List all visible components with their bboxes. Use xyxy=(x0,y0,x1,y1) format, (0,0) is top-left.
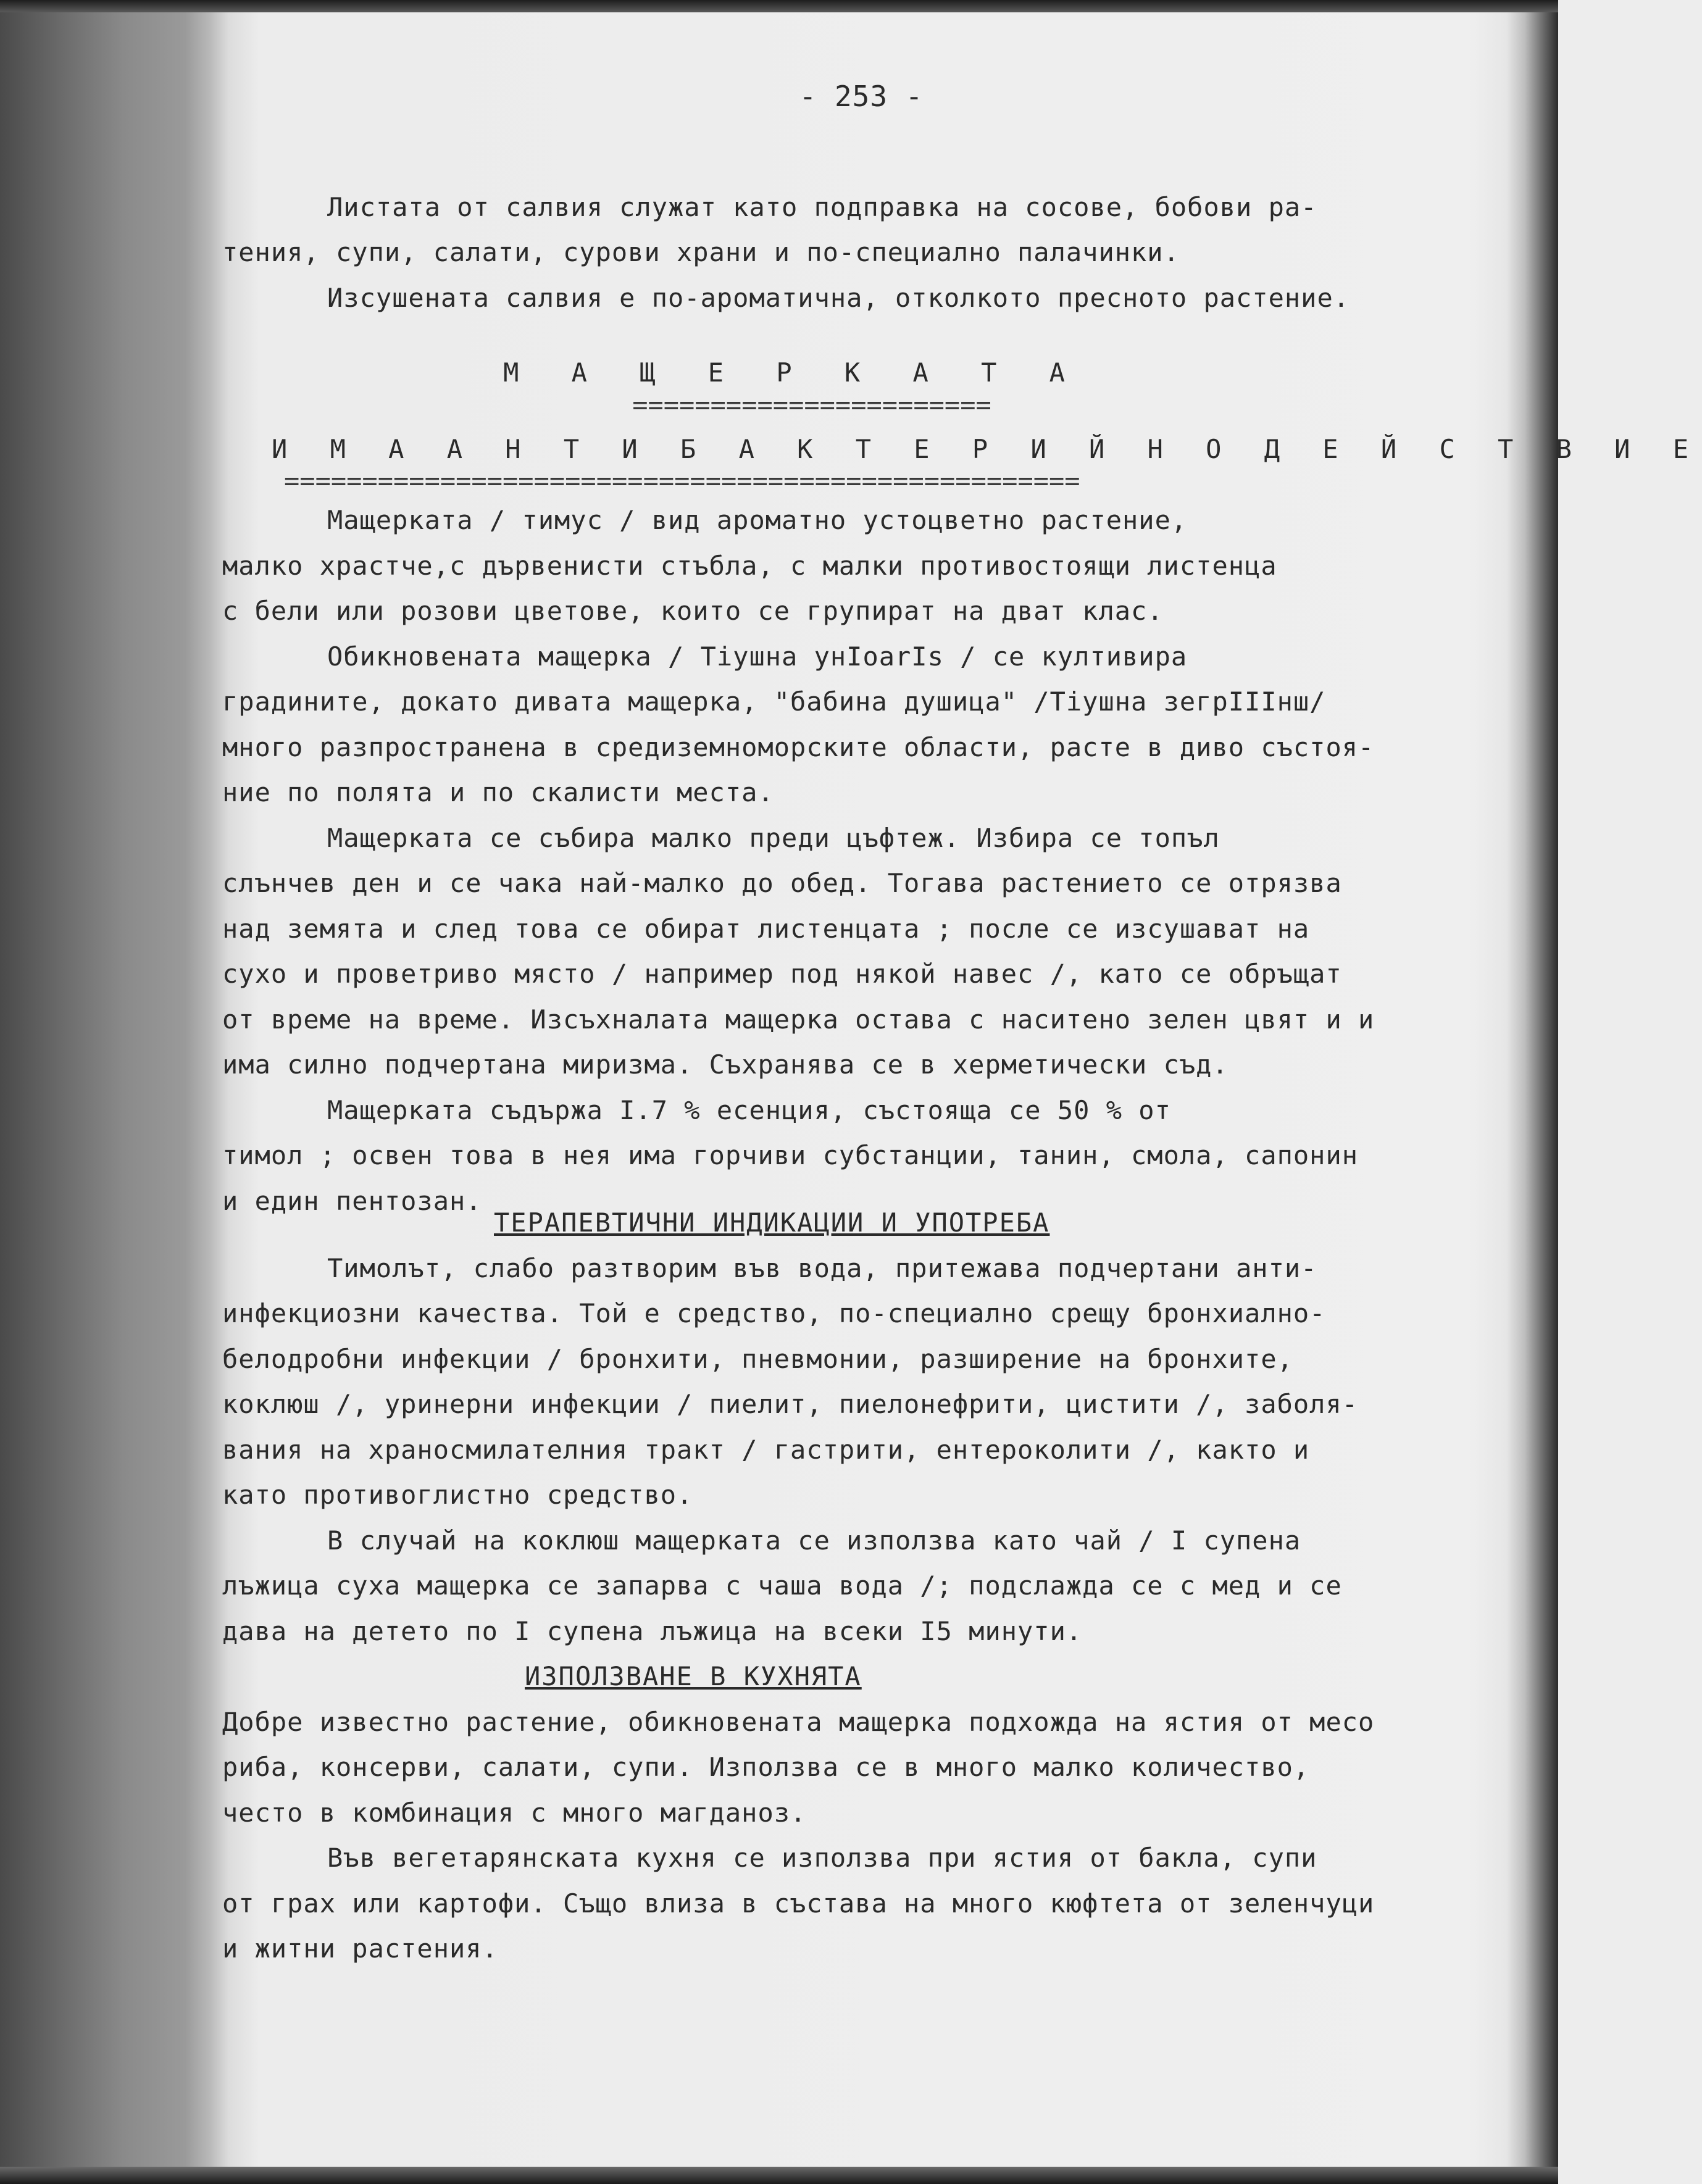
section-subtitle: И М А А Н Т И Б А К Т Е Р И Й Н О Д Е Й С Т В И Е xyxy=(272,433,1702,464)
text-line: Мащерката съдържа I.7 % есенция, състояща се 50 % от xyxy=(327,1094,1171,1125)
text-line: тимол ; освен това в нея има горчиви субстанции, танин, смола, сапонин xyxy=(222,1140,1359,1170)
text-line: Изсушената салвия е по-ароматична, отколкото пресното растение. xyxy=(327,282,1350,313)
text-line: вания на храносмилателния тракт / гастрити, ентероколити /, както и xyxy=(222,1434,1310,1465)
therapy-paragraphs xyxy=(222,1246,1475,1654)
text-line: често в комбинация с много магданоз. xyxy=(222,1797,807,1828)
text-line: тения, супи, салати, сурови храни и по-специално палачинки. xyxy=(222,237,1180,267)
text-line: В случай на коклюш мащерката се използва като чай / I супена xyxy=(327,1525,1301,1556)
scan-top-edge xyxy=(0,0,1558,12)
title-rule: ======================= xyxy=(632,389,991,420)
text-line: Тимолът, слабо разтворим във вода, притежава подчертани анти- xyxy=(327,1252,1317,1283)
text-line: и житни растения. xyxy=(222,1933,498,1964)
text-line: Добре известно растение, обикновената мащерка подхожда на ястия от месо xyxy=(222,1706,1375,1737)
text-line: Листата от салвия служат като подправка на сосове, бобови ра- xyxy=(327,191,1317,222)
text-line: много разпространена в средиземноморските области, расте в диво състоя- xyxy=(222,731,1375,762)
kitchen-paragraphs xyxy=(222,1699,1475,1972)
text-line: дава на детето по I супена лъжица на всеки I5 минути. xyxy=(222,1615,1083,1646)
text-line: градините, докато дивата мащерка, "бабина душица" /Tiушна зегрIIIнш/ xyxy=(222,686,1326,717)
scan-bottom-edge xyxy=(0,2167,1558,2184)
paragraph-sage xyxy=(222,185,1475,321)
document-page xyxy=(222,74,1702,1972)
text-line: белодробни инфекции / бронхити, пневмонии, разширение на бронхите, xyxy=(222,1343,1293,1374)
heading-kitchen: ИЗПОЛЗВАНЕ В КУХНЯТА xyxy=(525,1661,862,1691)
text-line: сухо и проветриво място / например под някой навес /, като се обръщат xyxy=(222,959,1342,989)
text-line: ние по полята и по скалисти места. xyxy=(222,777,774,807)
section-title: М А Щ Е Р К А Т А xyxy=(503,357,1083,388)
text-line: като противоглистно средство. xyxy=(222,1480,693,1510)
heading-therapy: ТЕРАПЕВТИЧНИ ИНДИКАЦИИ И УПОТРЕБА xyxy=(494,1207,1050,1238)
text-line: коклюш /, уринерни инфекции / пиелит, пиелонефрити, цистити /, заболя- xyxy=(222,1389,1359,1419)
text-line: има силно подчертана миризма. Съхранява се в херметически съд. xyxy=(222,1049,1229,1080)
page-number: - 253 - xyxy=(799,80,924,113)
text-line: малко храстче,с дървенисти стъбла, с малки противостоящи листенца xyxy=(222,550,1277,581)
text-line: и един пентозан. xyxy=(222,1185,482,1216)
subtitle-rule: =================================================== xyxy=(284,465,1080,496)
text-line: лъжица суха мащерка се запарва с чаша вода /; подслажда се с мед и се xyxy=(222,1570,1342,1601)
text-line: над земята и след това се обират листенцата ; после се изсушават на xyxy=(222,913,1310,944)
text-line: Обикновената мащерка / Tiушнa унIoarIs / се култивира xyxy=(327,641,1188,672)
text-line: риба, консерви, салати, супи. Използва се в много малко количество, xyxy=(222,1752,1310,1782)
description-paragraphs xyxy=(222,498,1475,1223)
text-line: от грах или картофи. Също влиза в състава на много кюфтета от зеленчуци xyxy=(222,1888,1375,1919)
text-line: Мащерката се събира малко преди цъфтеж. Избира се топъл xyxy=(327,822,1220,853)
text-line: слънчев ден и се чака най-малко до обед. Тогава растението се отрязва xyxy=(222,868,1342,898)
text-line: Във вегетарянската кухня се използва при ястия от бакла, супи xyxy=(327,1843,1317,1873)
text-line: инфекциозни качества. Той е средство, по-специално срещу бронхиално- xyxy=(222,1298,1326,1328)
text-line: с бели или розови цветове, които се групират на дват клас. xyxy=(222,596,1164,626)
text-line: от време на време. Изсъхналата мащерка остава с наситено зелен цвят и и xyxy=(222,1004,1375,1035)
text-line: Мащерката / тимус / вид ароматно устоцветно растение, xyxy=(327,505,1188,535)
